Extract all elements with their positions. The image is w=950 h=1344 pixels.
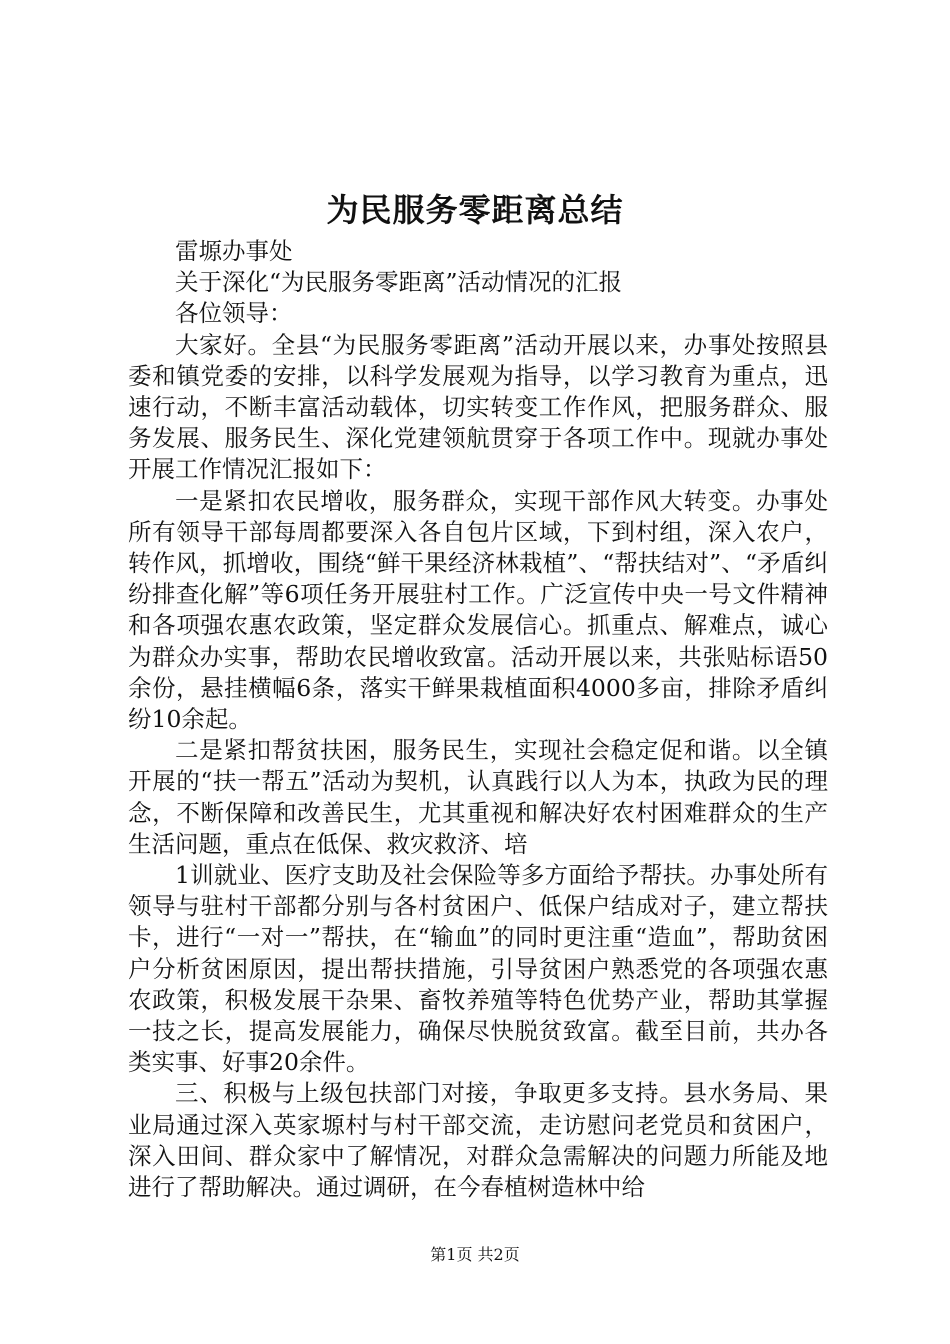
- document-title: 为民服务零距离总结: [326, 191, 624, 229]
- paragraph-intro: 大家好。全县“为民服务零距离”活动开展以来，办事处按照县委和镇党委的安排，以科学发展观为指导，以学习教育为重点，迅速行动，不断丰富活动载体，切实转变工作作风，把服务群众、服务发展、服务民生、深化党建领航贯穿于各项工作中。现就办事处开展工作情况汇报如下：: [128, 330, 828, 484]
- paragraph-point-one: 一是紧扣农民增收，服务群众，实现干部作风大转变。办事处所有领导干部每周都要深入各自包片区域，下到村组，深入农户，转作风，抓增收，围绕“鲜干果经济林栽植”、“帮扶结对”、“矛盾纠纷排查化解”等6项任务开展驻村工作。广泛宣传中央一号文件精神和各项强农惠农政策，坚定群众发展信心。抓重点、解难点，诚心为群众办实事，帮助农民增收致富。活动开展以来，共张贴标语50余份，悬挂横幅6条，落实干鲜果栽植面积4000多亩，排除矛盾纠纷10余起。: [128, 486, 828, 734]
- document-body: [128, 236, 828, 1203]
- page-number-footer: 第1页 共2页: [430, 1245, 520, 1264]
- paragraph-report-title: 关于深化“为民服务零距离”活动情况的汇报: [175, 268, 623, 297]
- paragraph-point-two: 二是紧扣帮贫扶困，服务民生，实现社会稳定促和谐。以全镇开展的“扶一帮五”活动为契机，认真践行以人为本，执政为民的理念，不断保障和改善民生，尤其重视和解决好农村困难群众的生产生活问题，重点在低保、救灾救济、培: [128, 736, 828, 858]
- paragraph-point-three: 三、积极与上级包扶部门对接，争取更多支持。县水务局、果业局通过深入英家塬村与村干部交流，走访慰问老党员和贫困户，深入田间、群众家中了解情况，对群众急需解决的问题力所能及地进行了帮助解决。通过调研，在今春植树造林中给: [128, 1079, 828, 1202]
- paragraph-point-two-continued: 1训就业、医疗支助及社会保险等多方面给予帮扶。办事处所有领导与驻村干部都分别与各村贫困户、低保户结成对子，建立帮扶卡，进行“一对一”帮扶，在“输血”的同时更注重“造血”，帮助贫困户分析贫困原因，提出帮扶措施，引导贫困户熟悉党的各项强农惠农政策，积极发展干杂果、畜牧养殖等特色优势产业，帮助其掌握一技之长，提高发展能力，确保尽快脱贫致富。截至目前，共办各类实事、好事20余件。: [128, 861, 828, 1077]
- paragraph-office: 雷塬办事处: [175, 237, 293, 265]
- paragraph-salutation: 各位领导：: [175, 299, 293, 328]
